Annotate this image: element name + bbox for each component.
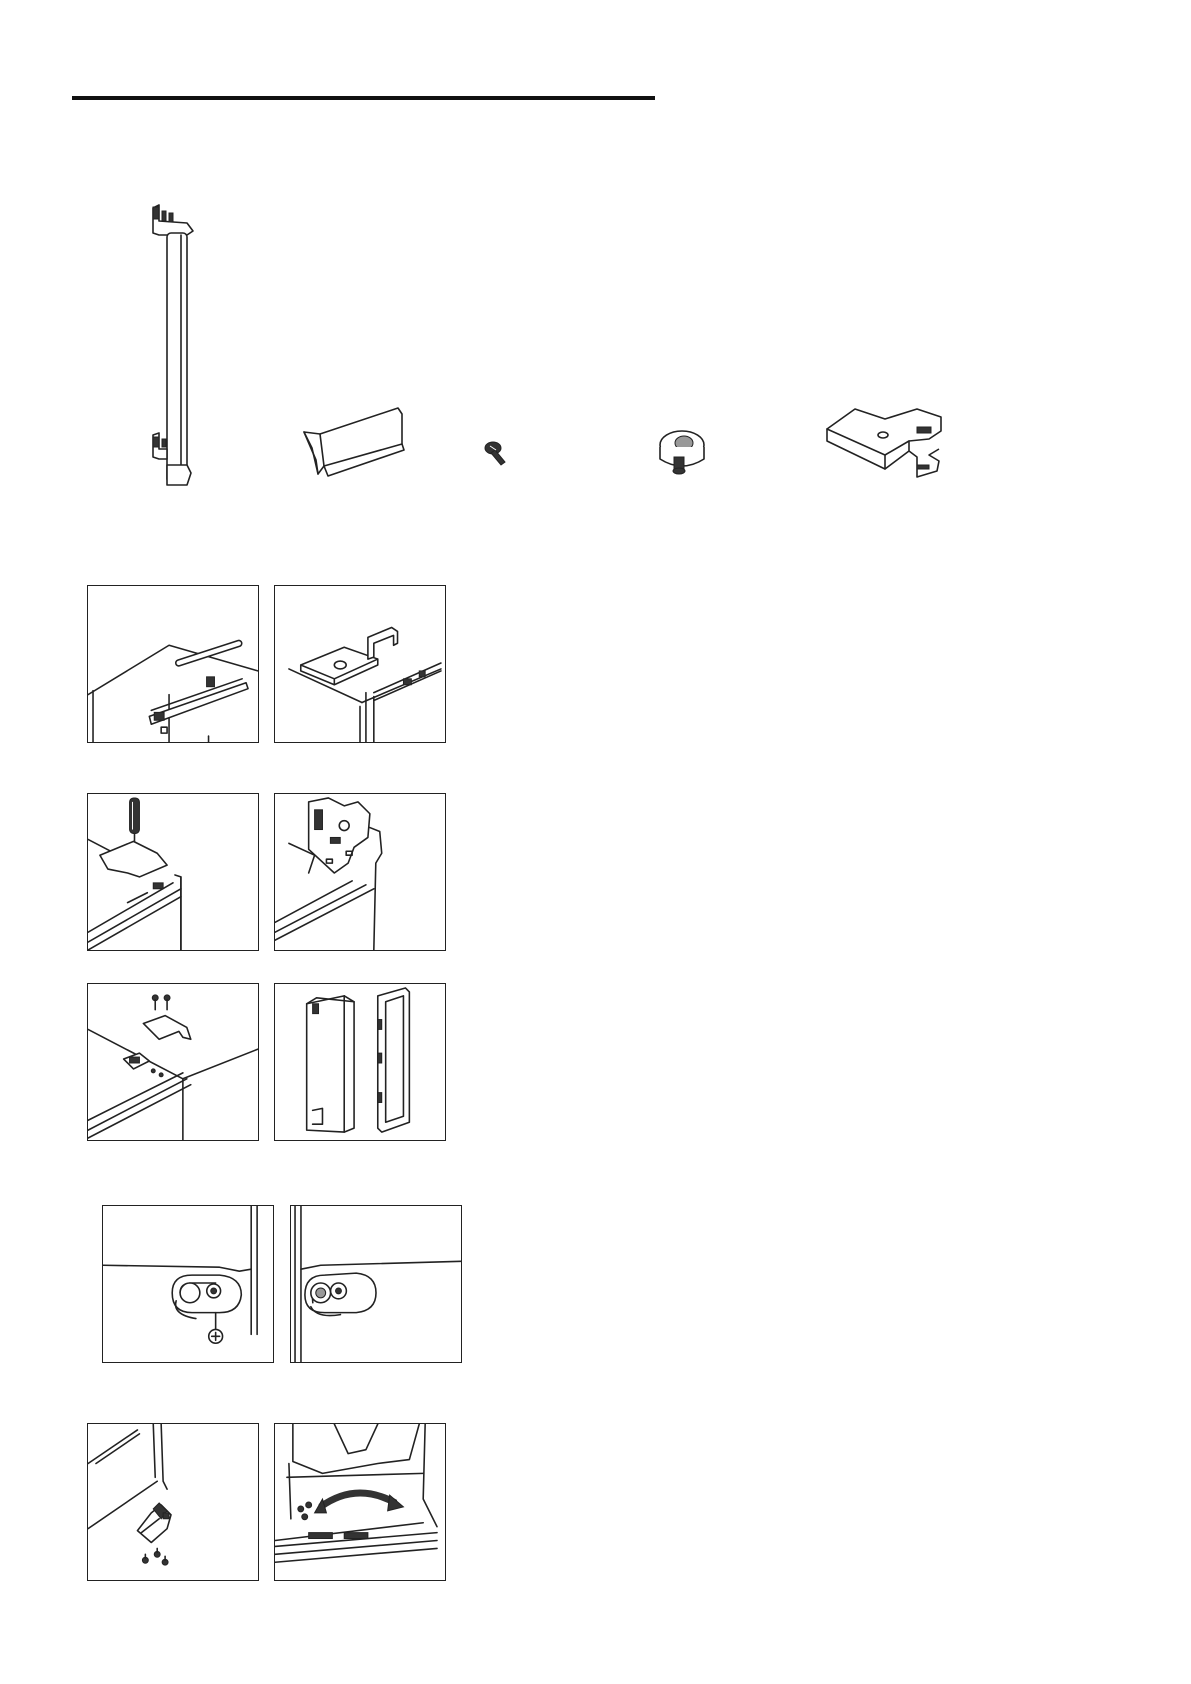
hinge-bracket-figure bbox=[825, 405, 955, 485]
header-rule bbox=[72, 96, 655, 100]
door-handle-figure bbox=[145, 203, 205, 493]
hinge-bracket-screws-figure bbox=[87, 983, 259, 1141]
hinge-cover-figure bbox=[302, 404, 412, 484]
door-stop-refit-figure bbox=[290, 1205, 462, 1363]
screw-figure bbox=[483, 440, 513, 470]
door-stop-screw-removal-figure bbox=[102, 1205, 274, 1363]
door-removed-from-cabinet-figure bbox=[274, 983, 446, 1141]
hinge-cover-detail-figure bbox=[274, 585, 446, 743]
bottom-hinge-removal-figure bbox=[87, 1423, 259, 1581]
bottom-hinge-transfer-figure bbox=[274, 1423, 446, 1581]
top-hinge-detail-figure bbox=[274, 793, 446, 951]
hinge-screw-removal-figure bbox=[87, 793, 259, 951]
door-stop-figure bbox=[652, 425, 712, 480]
top-hinge-cover-removal-figure bbox=[87, 585, 259, 743]
